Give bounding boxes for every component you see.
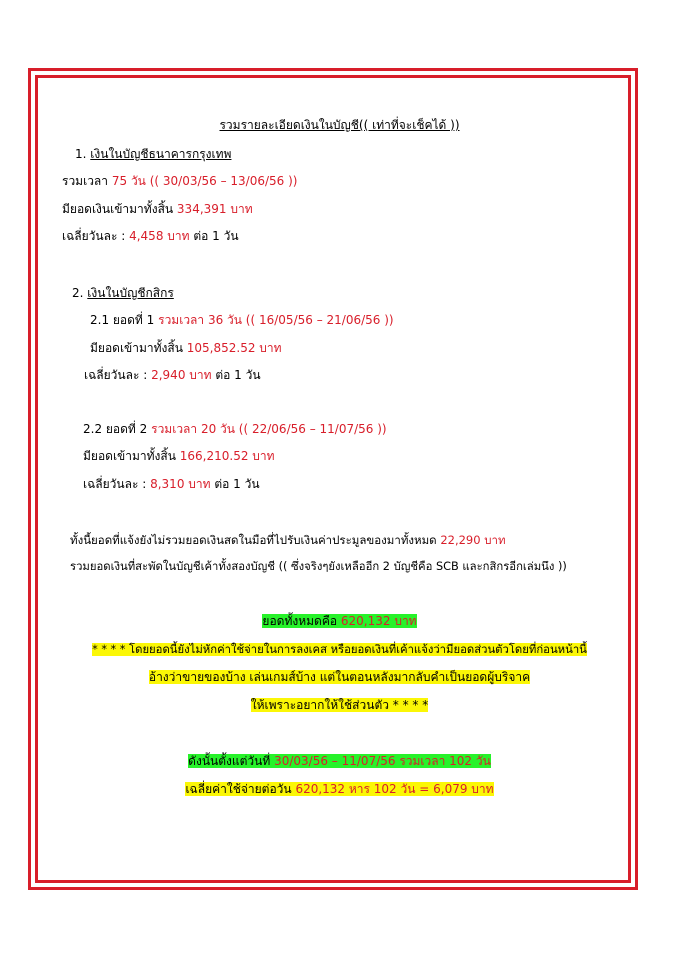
section1-title: เงินในบัญชีธนาคารกรุงเทพ <box>90 147 232 161</box>
duration-value: 75 วัน (( 30/03/56 – 13/06/56 )) <box>111 174 298 188</box>
part1-label: 2.1 ยอดที่ 1 <box>90 313 155 327</box>
period-summary <box>0 753 679 769</box>
remark-line-1 <box>0 642 679 658</box>
part1-header <box>90 312 394 328</box>
cash-note-text: ทั้งนี้ยอดที่แจ้งยังไม่รวมยอดเงินสดในมือที่ไปรับเงินค่าประมูลของมาทั้งหมด <box>70 533 437 547</box>
section2-heading <box>72 285 174 301</box>
part2-total <box>83 448 275 464</box>
part1-total-value: 105,852.52 บาท <box>186 341 282 355</box>
part2-average <box>83 476 260 492</box>
duration-label: รวมเวลา <box>62 174 109 188</box>
grand-total-value: 620,132 บาท <box>340 614 417 628</box>
part1-avg-suffix: ต่อ 1 วัน <box>215 368 261 382</box>
remark-line-3-text: ให้เพราะอยากให้ใช้ส่วนตัว * * * * <box>250 698 429 712</box>
document-title: รวมรายละเอียดเงินในบัญชี(( เท่าที่จะเช็คได้ )) <box>219 118 460 132</box>
part2-avg-value: 8,310 บาท <box>150 477 211 491</box>
part2-header <box>83 421 387 437</box>
grand-total-label: ยอดทั้งหมดคือ <box>262 614 338 628</box>
section1-total <box>62 201 253 217</box>
grand-total-box <box>262 614 416 628</box>
period-value: 30/03/56 – 11/07/56 รวมเวลา 102 วัน <box>274 754 491 768</box>
section2-number: 2. <box>72 286 84 300</box>
avg-label: เฉลี่ยวันละ : <box>62 229 126 243</box>
remark-line-2 <box>0 669 679 685</box>
part1-avg-label: เฉลี่ยวันละ : <box>84 368 148 382</box>
section1-duration <box>62 173 297 189</box>
part2-total-value: 166,210.52 บาท <box>179 449 275 463</box>
part2-duration: รวมเวลา 20 วัน (( 22/06/56 – 11/07/56 )) <box>151 422 387 436</box>
section1-number: 1. <box>75 147 87 161</box>
section1-heading <box>75 146 231 162</box>
total-value: 334,391 บาท <box>176 202 253 216</box>
part1-avg-value: 2,940 บาท <box>151 368 212 382</box>
section2-title: เงินในบัญชีกสิกร <box>87 286 174 300</box>
period-box <box>188 754 491 768</box>
remark-line-1-text: * * * * โดยยอดนี้ยังไม่หักค่าใช้จ่ายในการลงเคส หรือยอดเงินที่เค้าแจ้งว่ามียอดส่วนตัวโดยที่ก่อนหน้านี้ <box>92 643 587 656</box>
avg-value: 4,458 บาท <box>129 229 190 243</box>
part1-average <box>84 367 261 383</box>
cash-note-value: 22,290 บาท <box>440 533 506 547</box>
daily-box <box>185 782 493 796</box>
cash-note <box>70 532 506 548</box>
part2-avg-label: เฉลี่ยวันละ : <box>83 477 147 491</box>
total-label: มียอดเงินเข้ามาทั้งสิ้น <box>62 202 174 216</box>
remark-line-3 <box>0 697 679 713</box>
remark-line-2-text: อ้างว่าขายของบ้าง เล่นเกมส์บ้าง แต่ในตอนหลังมากลับคำเป็นยอดผู้บริจาค <box>148 670 531 684</box>
part1-duration: รวมเวลา 36 วัน (( 16/05/56 – 21/06/56 )) <box>158 313 394 327</box>
avg-suffix: ต่อ 1 วัน <box>193 229 239 243</box>
part1-total-label: มียอดเข้ามาทั้งสิ้น <box>90 341 183 355</box>
part1-total <box>90 340 282 356</box>
section1-average <box>62 228 239 244</box>
part2-total-label: มียอดเข้ามาทั้งสิ้น <box>83 449 176 463</box>
part2-avg-suffix: ต่อ 1 วัน <box>214 477 260 491</box>
part2-label: 2.2 ยอดที่ 2 <box>83 422 148 436</box>
grand-total <box>0 613 679 629</box>
period-label: ดังนั้นตั้งแต่วันที่ <box>188 754 271 768</box>
daily-average-summary <box>0 781 679 797</box>
accounts-note: รวมยอดเงินที่สะพัดในบัญชีเค้าทั้งสองบัญชี (( ซึ่งจริงๆยังเหลืออีก 2 บัญชีคือ SCB และกสิกรอีกเล่มนึง )) <box>70 560 567 573</box>
daily-label: เฉลี่ยค่าใช้จ่ายต่อวัน <box>185 782 292 796</box>
daily-value: 620,132 หาร 102 วัน = 6,079 บาท <box>295 782 494 796</box>
